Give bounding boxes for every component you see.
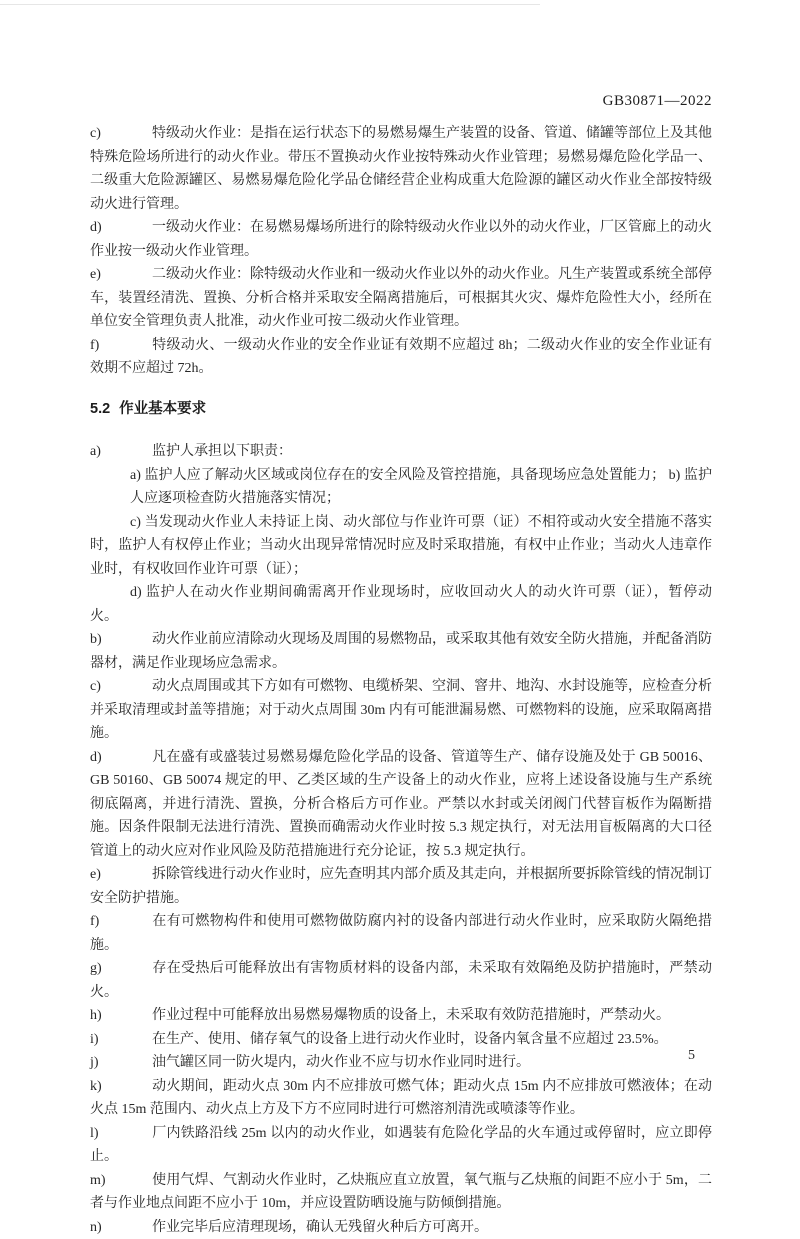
item-label: a) [90, 440, 152, 464]
item-text: 使用气焊、气割动火作业时，乙炔瓶应直立放置，氧气瓶与乙炔瓶的间距不应小于 5m，二者与作业地点间距不应小于 10m，并应设置防晒设施与防倾倒措施。 [90, 1173, 712, 1212]
list-item-5-2-e [90, 863, 712, 910]
list-item-5-2-a [90, 440, 712, 464]
sub-item-a-b: a) 监护人应了解动火区域或岗位存在的安全风险及管控措施，具备现场应急处置能力； b) 监护人应逐项检查防火措施落实情况； [90, 464, 712, 511]
item-text: 特级动火、一级动火作业的安全作业证有效期不应超过 8h；二级动火作业的安全作业证有效期不应超过 72h。 [90, 338, 712, 377]
item-text: 在生产、使用、储存氧气的设备上进行动火作业时，设备内氧含量不应超过 23.5%。 [152, 1032, 668, 1047]
list-item-5-1-c [90, 122, 712, 216]
list-item-5-2-n [90, 1216, 712, 1239]
item-text: 油气罐区同一防火堤内，动火作业不应与切水作业同时进行。 [152, 1055, 530, 1070]
list-item-5-2-m [90, 1169, 712, 1216]
item-label: d) [90, 746, 152, 770]
item-text: 动火点周围或其下方如有可燃物、电缆桥架、空洞、窨井、地沟、水封设施等，应检查分析并采取清理或封盖等措施；对于动火点周围 30m 内有可能泄漏易燃、可燃物料的设施，应采取隔离措施。 [90, 679, 712, 741]
item-label: e) [90, 263, 152, 287]
item-label: l) [90, 1122, 152, 1146]
item-text: 作业过程中可能释放出易燃易爆物质的设备上，未采取有效防范措施时，严禁动火。 [152, 1008, 670, 1023]
item-text: 作业完毕后应清理现场，确认无残留火种后方可离开。 [152, 1220, 488, 1235]
item-label: e) [90, 863, 152, 887]
list-item-5-2-i [90, 1028, 712, 1052]
list-item-5-1-d [90, 216, 712, 263]
item-text: 二级动火作业：除特级动火作业和一级动火作业以外的动火作业。凡生产装置或系统全部停车，装置经清洗、置换、分析合格并采取安全隔离措施后，可根据其火灾、爆炸危险性大小，经所在单位安全管理负责人批准，动火作业可按二级动火作业管理。 [90, 267, 712, 329]
item-text: 拆除管线进行动火作业时，应先查明其内部介质及其走向，并根据所要拆除管线的情况制订安全防护措施。 [90, 867, 712, 906]
item-text: 动火期间，距动火点 30m 内不应排放可燃气体；距动火点 15m 内不应排放可燃液体；在动火点 15m 范围内、动火点上方及下方不应同时进行可燃溶剂清洗或喷漆等作业。 [90, 1079, 712, 1118]
item-label: h) [90, 1004, 152, 1028]
section-number: 5.2 [90, 398, 110, 422]
list-item-5-2-b [90, 628, 712, 675]
document-body [90, 122, 712, 1239]
page-number: 5 [688, 1048, 695, 1064]
item-label: c) [90, 122, 152, 146]
item-label: c) [90, 675, 152, 699]
item-label: n) [90, 1216, 152, 1239]
section-title: 作业基本要求 [119, 401, 206, 417]
sub-item-d: d) 监护人在动火作业期间确需离开作业现场时，应收回动火人的动火许可票（证），暂停动火。 [90, 581, 712, 628]
list-item-5-2-f [90, 910, 712, 957]
item-label: i) [90, 1028, 152, 1052]
list-item-5-2-c [90, 675, 712, 746]
item-label: d) [90, 216, 152, 240]
item-text: 凡在盛有或盛装过易燃易爆危险化学品的设备、管道等生产、储存设施及处于 GB 50016、GB 50160、GB 50074 规定的甲、乙类区域的生产设备上的动火作业，应将上述设备设施与生产系统彻底隔离，并进行清洗、置换，分析合格后方可作业。严禁以水封或关闭阀门代替盲板作为隔断措施。因条件限制无法进行清洗、置换而确需动火作业时按 5.3 规定执行，对无法用盲板隔离的大口径管道上的动火应对作业风险及防范措施进行充分论证，按 5.3 规定执行。 [90, 750, 712, 859]
list-item-5-2-j [90, 1051, 712, 1075]
section-heading-5-2 [90, 398, 712, 422]
doc-code: GB30871—2022 [90, 92, 712, 110]
item-text: 存在受热后可能释放出有害物质材料的设备内部，未采取有效隔绝及防护措施时，严禁动火。 [90, 961, 712, 1000]
list-item-5-2-h [90, 1004, 712, 1028]
item-label: f) [90, 910, 152, 934]
list-item-5-2-k [90, 1075, 712, 1122]
item-label: f) [90, 334, 152, 358]
item-label: g) [90, 957, 152, 981]
list-item-5-1-f [90, 334, 712, 381]
item-label: k) [90, 1075, 152, 1099]
item-label: b) [90, 628, 152, 652]
item-label: m) [90, 1169, 152, 1193]
sub-item-c: c) 当发现动火作业人未持证上岗、动火部位与作业许可票（证）不相符或动火安全措施不落实时，监护人有权停止作业；当动火出现异常情况时应及时采取措施，有权中止作业；当动火人违章作业时，有权收回作业许可票（证）； [90, 511, 712, 582]
list-item-5-2-g [90, 957, 712, 1004]
item-text: 监护人承担以下职责： [152, 444, 292, 459]
item-text: 特级动火作业：是指在运行状态下的易燃易爆生产装置的设备、管道、储罐等部位上及其他特殊危险场所进行的动火作业。带压不置换动火作业按特殊动火作业管理；易燃易爆危险化学品一、二级重大危险源罐区、易燃易爆危险化学品仓储经营企业构成重大危险源的罐区动火作业全部按特级动火进行管理。 [90, 126, 712, 212]
item-text: 动火作业前应清除动火现场及周围的易燃物品，或采取其他有效安全防火措施，并配备消防器材，满足作业现场应急需求。 [90, 632, 712, 671]
item-text: 一级动火作业：在易燃易爆场所进行的除特级动火作业以外的动火作业，厂区管廊上的动火作业按一级动火作业管理。 [90, 220, 712, 259]
item-text: 厂内铁路沿线 25m 以内的动火作业，如遇装有危险化学品的火车通过或停留时，应立即停止。 [90, 1126, 712, 1165]
list-item-5-2-l [90, 1122, 712, 1169]
item-text: 在有可燃物构件和使用可燃物做防腐内衬的设备内部进行动火作业时，应采取防火隔绝措施。 [90, 914, 712, 953]
item-label: j) [90, 1051, 152, 1075]
list-item-5-1-e [90, 263, 712, 334]
list-item-5-2-d [90, 746, 712, 864]
